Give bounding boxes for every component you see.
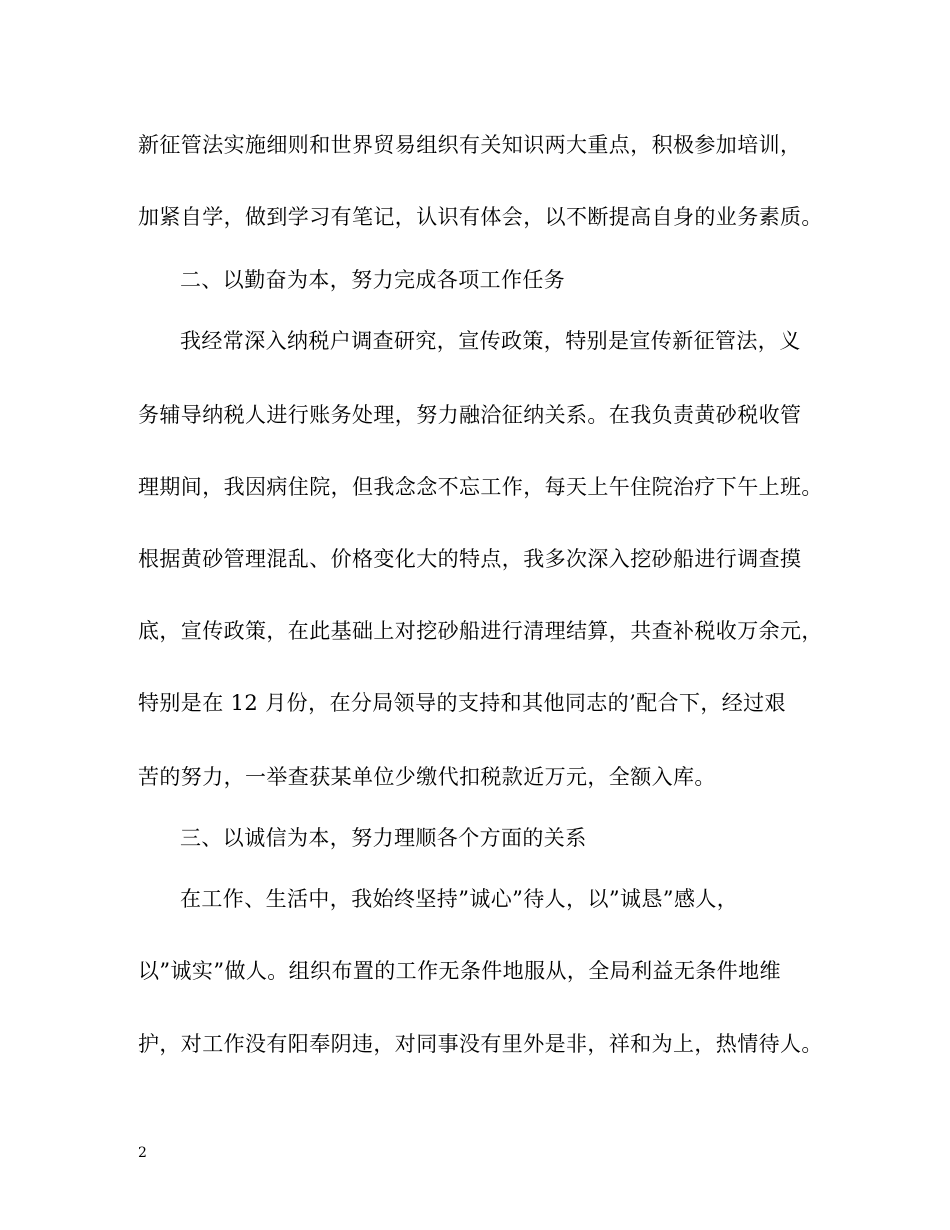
body-text-line: 在工作、生活中，我始终坚持”诚心”待人，以”诚恳”感人， (180, 887, 739, 911)
body-text-line: 特别是在 12 月份，在分局领导的支持和其他同志的’配合下，经过艰 (138, 691, 786, 715)
body-text-line: 理期间，我因病住院，但我念念不忘工作，每天上午住院治疗下午上班。 (138, 475, 823, 499)
section-heading: 三、以诚信为本，努力理顺各个方面的关系 (180, 826, 587, 850)
body-text-line: 以”诚实”做人。组织布置的工作无条件地服从，全局利益无条件地维 (138, 959, 781, 983)
body-text-line: 加紧自学，做到学习有笔记，认识有体会，以不断提高自身的业务素质。 (138, 205, 823, 229)
page-number: 2 (138, 1145, 147, 1161)
body-text-line: 新征管法实施细则和世界贸易组织有关知识两大重点，积极参加培训， (138, 133, 802, 157)
body-text-line: 我经常深入纳税户调查研究，宣传政策，特别是宣传新征管法，义 (180, 329, 801, 353)
body-text-line: 务辅导纳税人进行账务处理，努力融洽征纳关系。在我负责黄砂税收管 (138, 403, 802, 427)
body-text-line: 底，宣传政策，在此基础上对挖砂船进行清理结算，共查补税收万余元， (138, 619, 823, 643)
body-text-line: 苦的努力，一举查获某单位少缴代扣税款近万元，全额入库。 (138, 765, 716, 789)
body-text-line: 根据黄砂管理混乱、价格变化大的特点，我多次深入挖砂船进行调查摸 (138, 547, 802, 571)
section-heading: 二、以勤奋为本，努力完成各项工作任务 (180, 268, 566, 292)
body-text-line: 护，对工作没有阳奉阴违，对同事没有里外是非，祥和为上，热情待人。 (138, 1032, 823, 1056)
